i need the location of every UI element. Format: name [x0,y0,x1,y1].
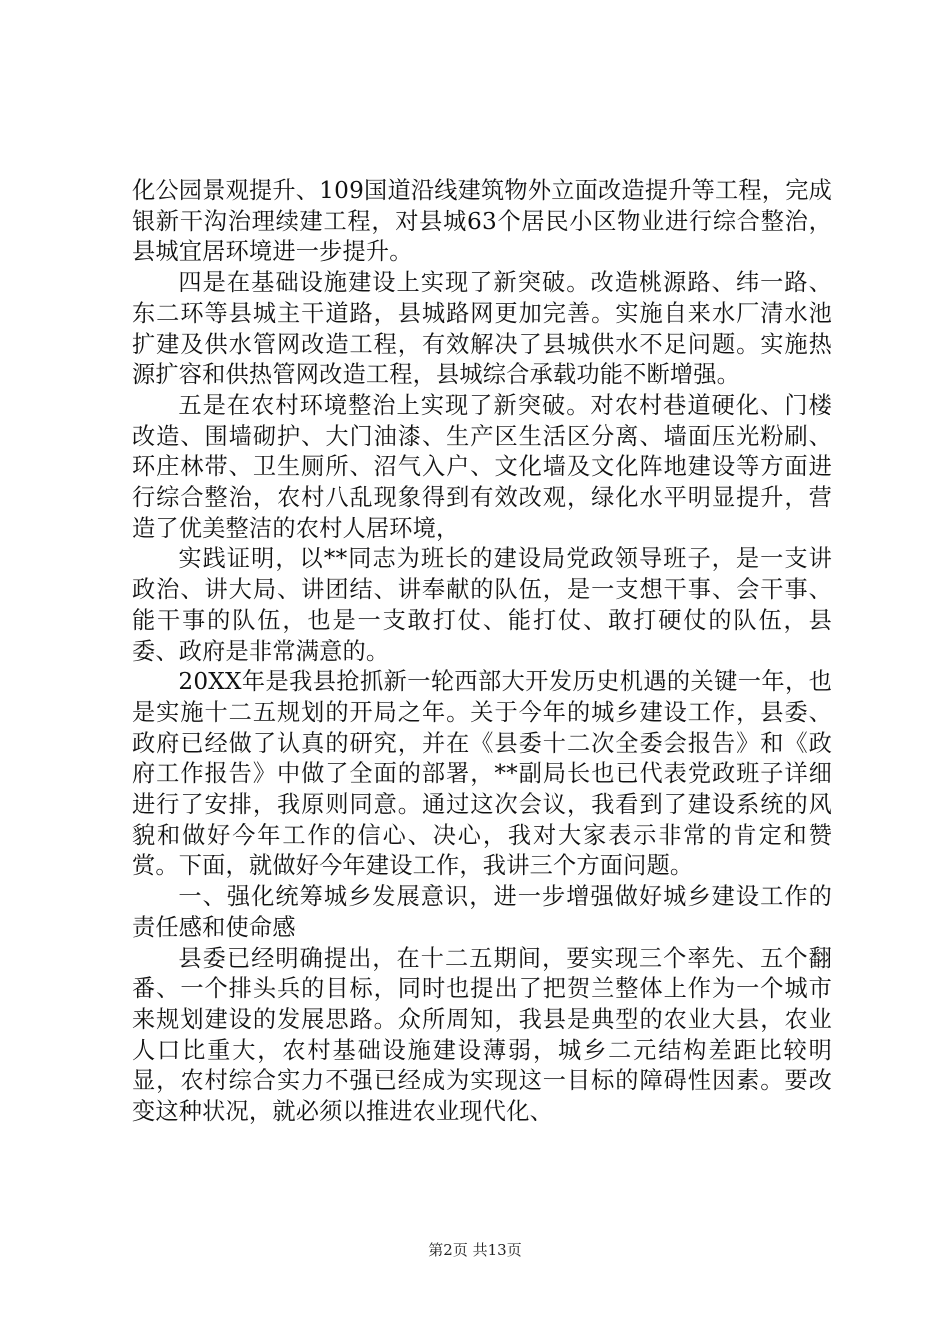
paragraph-3: 五是在农村环境整治上实现了新突破。对农村巷道硬化、门楼改造、围墙砌护、大门油漆、生产区生活区分离、墙面压光粉刷、环庄林带、卫生厕所、沼气入户、文化墙及文化阵地建设等方面进行综合整治，农村八乱现象得到有效改观，绿化水平明显提升，营造了优美整洁的农村人居环境， [132,391,832,542]
paragraph-2: 四是在基础设施建设上实现了新突破。改造桃源路、纬一路、东二环等县城主干道路，县城路网更加完善。实施自来水厂清水池扩建及供水管网改造工程，有效解决了县城供水不足问题。实施热源扩容和供热管网改造工程，县城综合承载功能不断增强。 [132,269,832,389]
paragraph-1: 化公园景观提升、109国道沿线建筑物外立面改造提升等工程，完成银新干沟治理续建工程，对县城63个居民小区物业进行综合整治，县城宜居环境进一步提升。 [132,177,832,266]
paragraph-5: 20XX年是我县抢抓新一轮西部大开发历史机遇的关键一年，也是实施十二五规划的开局之年。关于今年的城乡建设工作，县委、政府已经做了认真的研究，并在《县委十二次全委会报告》和《政府工作报告》中做了全面的部署，**副局长也已代表党政班子详细进行了安排，我原则同意。通过这次会议，我看到了建设系统的风貌和做好今年工作的信心、决心，我对大家表示非常的肯定和赞赏。下面，就做好今年建设工作，我讲三个方面问题。 [132,668,832,880]
page-number-footer: 第2页 共13页 [428,1241,522,1259]
document-body [132,176,832,1128]
paragraph-4: 实践证明，以**同志为班长的建设局党政领导班子，是一支讲政治、讲大局、讲团结、讲奉献的队伍，是一支想干事、会干事、能干事的队伍，也是一支敢打仗、能打仗、敢打硬仗的队伍，县委、政府是非常满意的。 [132,545,832,665]
section-heading: 一、强化统筹城乡发展意识，进一步增强做好城乡建设工作的责任感和使命感 [132,883,832,941]
paragraph-6: 县委已经明确提出，在十二五期间，要实现三个率先、五个翻番、一个排头兵的目标，同时也提出了把贺兰整体上作为一个城市来规划建设的发展思路。众所周知，我县是典型的农业大县，农业人口比重大，农村基础设施建设薄弱，城乡二元结构差距比较明显，农村综合实力不强已经成为实现这一目标的障碍性因素。要改变这种状况，就必须以推进农业现代化、 [132,944,832,1126]
